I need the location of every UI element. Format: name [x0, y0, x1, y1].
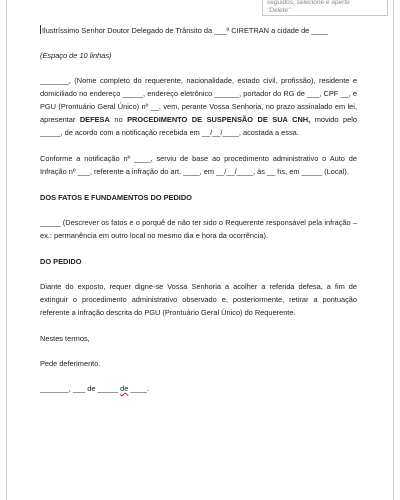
intro-text-1: _______, (Nome completo do requerente, nacionalidade, estado civil, profissão), residente e domiciliado no endereço _____, endereço eletrônico ______, portador do RG de ___, CPF __, e PGU (Prontuário Geral Único) nº __, vem, perante Vossa Senhoria, no prazo assinalado em lei, apresentar — [40, 76, 357, 124]
date-line[interactable] — [40, 382, 357, 395]
closing-line-1[interactable]: Nestes termos, — [40, 334, 90, 343]
document-body — [40, 24, 357, 395]
facts-paragraph[interactable]: _____ (Descrever os fatos e o porquê de não ter sido o Requerente responsável pela infração – ex.: permanência em outro local no mesmo dia e hora da ocorrência). — [40, 218, 357, 240]
instruction-note-line-1: seguidos, selecione e aperte — [267, 0, 350, 6]
page-border-left — [6, 0, 7, 500]
page-border-right — [393, 0, 394, 500]
intro-text-2: no — [109, 115, 128, 124]
request-heading: DO PEDIDO — [40, 257, 82, 266]
intro-defesa: DEFESA — [79, 115, 110, 124]
instruction-note — [262, 0, 388, 16]
instruction-note-line-2: "Delete" — [267, 7, 291, 14]
date-text-2: ____. — [128, 384, 149, 393]
intro-procedure: PROCEDIMENTO DE SUSPENSÃO DE SUA CNH, — [127, 115, 311, 124]
notification-paragraph[interactable]: Conforme a notificação nº ____, serviu de base ao procedimento administrativo o Auto de Infração nº ___, referente a infração do art. ____, em __/__/____, às __ hs, em _____ (Local). — [40, 154, 357, 176]
intro-text-3: movido pelo _____, de acordo com a notificação recebida em __/__/____, acostada a essa. — [40, 115, 358, 137]
date-de-spellcheck: de — [120, 384, 129, 393]
space-note: (Espaço de 10 linhas) — [40, 51, 112, 60]
intro-paragraph[interactable] — [40, 74, 357, 139]
addressee-line[interactable] — [40, 24, 357, 37]
date-text-1: _______, ___ de _____ — [40, 384, 121, 393]
request-paragraph[interactable]: Diante do exposto, requer digne-se Vossa Senhoria a acolher a referida defesa, a fim de extinguir o procedimento administrativo observado e, posteriormente, retirar a pontuação referente a infração descrita do PGU (Prontuário Geral Único) do Requerente. — [40, 282, 357, 317]
facts-heading: DOS FATOS E FUNDAMENTOS DO PEDIDO — [40, 193, 192, 202]
closing-line-2[interactable]: Pede deferimento. — [40, 359, 101, 368]
addressee-text: Ilustríssimo Senhor Doutor Delegado de Trânsito da ___ª CIRETRAN a cidade de ____ — [42, 26, 328, 35]
text-cursor — [40, 25, 41, 34]
